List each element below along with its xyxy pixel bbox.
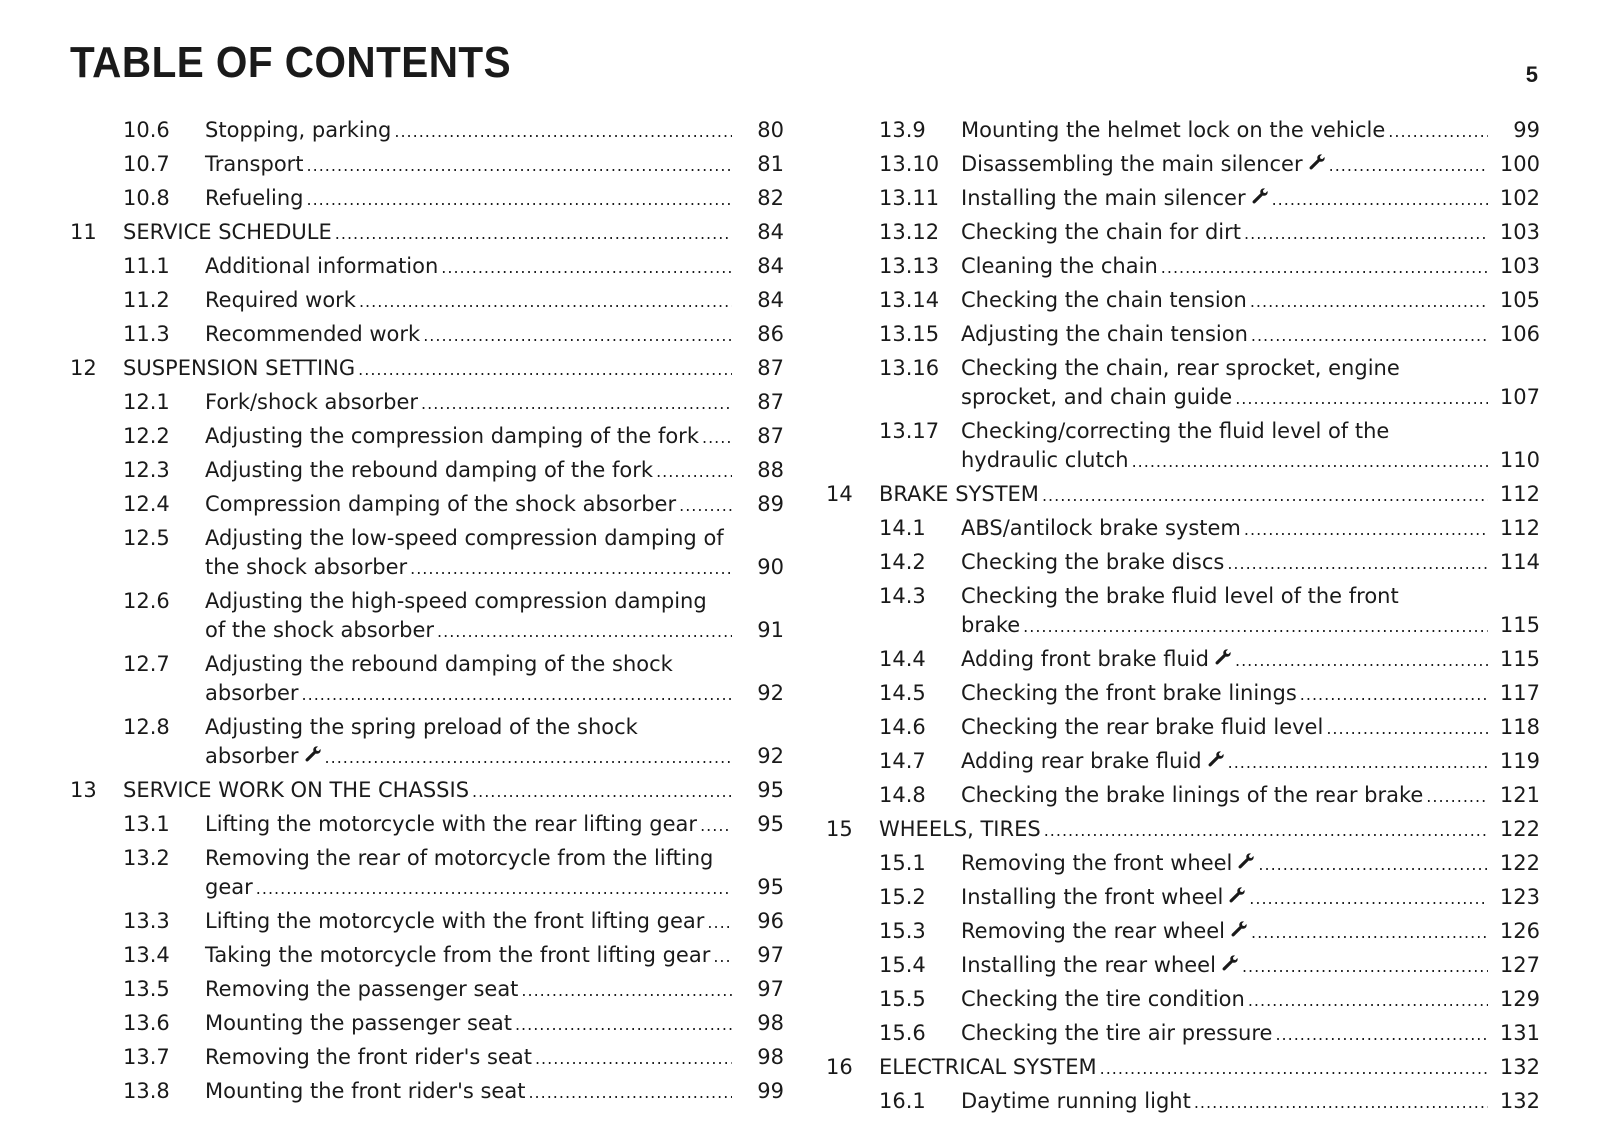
toc-section-entry[interactable]	[70, 713, 784, 772]
toc-entry-title: Checking the tire condition	[961, 987, 1245, 1011]
toc-entry-page: 88	[757, 458, 784, 482]
dot-leader	[1248, 986, 1488, 1015]
toc-entry-title: ELECTRICAL SYSTEM	[879, 1055, 1097, 1079]
toc-entry-number: 11.1	[123, 254, 170, 278]
toc-entry-number: 14.2	[879, 550, 926, 574]
toc-entry-title: Cleaning the chain	[961, 254, 1158, 278]
toc-entry-page: 97	[757, 943, 784, 967]
toc-section-entry[interactable]	[70, 116, 784, 146]
dot-leader	[335, 219, 732, 248]
dot-leader	[1100, 1054, 1488, 1083]
toc-entry-page: 107	[1499, 385, 1540, 409]
page-number: 5	[1525, 62, 1538, 87]
toc-entry-title: the shock absorber	[205, 555, 408, 579]
toc-entry-page: 87	[757, 424, 784, 448]
toc-entry-number: 13.11	[879, 186, 940, 210]
toc-entry-title: Mounting the passenger seat	[205, 1011, 512, 1035]
toc-section-entry[interactable]	[826, 781, 1540, 811]
dot-leader	[1161, 253, 1488, 282]
dot-leader	[1300, 680, 1488, 709]
dot-leader	[421, 389, 732, 418]
wrench-icon	[1228, 883, 1246, 901]
toc-entry-page: 90	[757, 555, 784, 579]
toc-entry-number: 14	[826, 482, 853, 506]
toc-entry-title: Checking the chain tension	[961, 288, 1247, 312]
dot-leader	[437, 617, 732, 646]
toc-section-entry[interactable]	[826, 951, 1540, 981]
toc-entry-page: 115	[1499, 613, 1540, 637]
toc-entry-title-line1: Checking the brake fluid level of the front	[961, 584, 1399, 608]
toc-entry-title: SERVICE WORK ON THE CHASSIS	[123, 778, 470, 802]
toc-section-entry[interactable]	[826, 514, 1540, 544]
dot-leader	[256, 874, 732, 903]
toc-entry-page: 84	[757, 220, 784, 244]
toc-entry-title: hydraulic clutch	[961, 448, 1129, 472]
toc-entry-title: Adding front brake fluid	[961, 647, 1209, 671]
toc-entry-page: 103	[1499, 220, 1540, 244]
toc-entry-page: 131	[1499, 1021, 1540, 1045]
toc-entry-title: Transport	[205, 152, 304, 176]
dot-leader	[1388, 117, 1488, 146]
toc-entry-page: 106	[1499, 322, 1540, 346]
toc-entry-number: 12.6	[123, 589, 170, 613]
toc-entry-title: Adding rear brake fluid	[961, 749, 1202, 773]
toc-entry-title: Compression damping of the shock absorber	[205, 492, 677, 516]
dot-leader	[394, 117, 732, 146]
toc-entry-title: Refueling	[205, 186, 304, 210]
toc-entry-title: gear	[205, 875, 253, 899]
toc-section-entry[interactable]	[826, 747, 1540, 777]
toc-section-entry[interactable]	[70, 1009, 784, 1039]
dot-leader	[521, 976, 732, 1005]
dot-leader	[472, 777, 732, 806]
toc-entry-number: 11	[70, 220, 97, 244]
toc-entry-number: 13.5	[123, 977, 170, 1001]
toc-section-entry[interactable]	[826, 645, 1540, 675]
toc-chapter-entry[interactable]	[70, 218, 784, 248]
toc-entry-title-line1: Adjusting the low-speed compression damping of	[205, 526, 724, 550]
dot-leader	[1250, 287, 1488, 316]
toc-entry-number: 14.3	[879, 584, 926, 608]
dot-leader	[410, 554, 732, 583]
toc-chapter-entry[interactable]	[826, 480, 1540, 510]
dot-leader	[1042, 481, 1488, 510]
dot-leader	[1251, 321, 1488, 350]
toc-entry-number: 15.2	[879, 885, 926, 909]
toc-section-entry[interactable]	[826, 548, 1540, 578]
dot-leader	[1258, 850, 1488, 879]
wrench-icon	[1237, 849, 1255, 867]
toc-entry-number: 12.1	[123, 390, 170, 414]
toc-entry-number: 12.2	[123, 424, 170, 448]
toc-section-entry[interactable]	[826, 184, 1540, 214]
toc-entry-number: 13.3	[123, 909, 170, 933]
toc-entry-title: sprocket, and chain guide	[961, 385, 1233, 409]
toc-entry-page: 96	[757, 909, 784, 933]
toc-entry-page: 132	[1499, 1055, 1540, 1079]
dot-leader	[1244, 219, 1488, 248]
dot-leader	[1244, 515, 1488, 544]
toc-entry-number: 13.1	[123, 812, 170, 836]
dot-leader	[441, 253, 732, 282]
toc-section-entry[interactable]	[70, 388, 784, 418]
toc-entry-page: 112	[1499, 516, 1540, 540]
toc-entry-title: Removing the front rider's seat	[205, 1045, 532, 1069]
toc-entry-page: 126	[1499, 919, 1540, 943]
toc-entry-number: 13.10	[879, 152, 940, 176]
toc-entry-page: 82	[757, 186, 784, 210]
toc-section-entry[interactable]	[826, 849, 1540, 879]
toc-entry-title-line1: Adjusting the spring preload of the shock	[205, 715, 638, 739]
toc-entry-page: 114	[1499, 550, 1540, 574]
toc-section-entry[interactable]	[70, 456, 784, 486]
toc-entry-number: 10.7	[123, 152, 170, 176]
toc-entry-title-line1: Removing the rear of motorcycle from the lifting	[205, 846, 714, 870]
toc-entry-number: 13.7	[123, 1045, 170, 1069]
toc-section-entry[interactable]	[70, 490, 784, 520]
toc-entry-number: 14.7	[879, 749, 926, 773]
toc-entry-page: 92	[757, 681, 784, 705]
toc-entry-page: 95	[757, 875, 784, 899]
toc-section-entry[interactable]	[826, 286, 1540, 316]
toc-entry-page: 117	[1499, 681, 1540, 705]
toc-chapter-entry[interactable]	[826, 1053, 1540, 1083]
toc-entry-page: 89	[757, 492, 784, 516]
toc-entry-number: 12.4	[123, 492, 170, 516]
toc-entry-number: 10.6	[123, 118, 170, 142]
dot-leader	[679, 491, 732, 520]
toc-entry-number: 14.6	[879, 715, 926, 739]
toc-entry-page: 84	[757, 254, 784, 278]
toc-entry-number: 14.4	[879, 647, 926, 671]
toc-entry-number: 13.13	[879, 254, 940, 278]
toc-entry-title: Installing the front wheel	[961, 885, 1224, 909]
toc-entry-title: BRAKE SYSTEM	[879, 482, 1039, 506]
toc-entry-page: 115	[1499, 647, 1540, 671]
toc-section-entry[interactable]	[70, 1043, 784, 1073]
toc-section-entry[interactable]	[70, 320, 784, 350]
toc-entry-title: Removing the front wheel	[961, 851, 1233, 875]
toc-entry-title: Checking the brake discs	[961, 550, 1225, 574]
toc-entry-title: WHEELS, TIRES	[879, 817, 1041, 841]
toc-entry-number: 13.6	[123, 1011, 170, 1035]
toc-section-entry[interactable]	[826, 917, 1540, 947]
dot-leader	[302, 680, 732, 709]
toc-entry-title: Additional information	[205, 254, 439, 278]
toc-entry-title: Recommended work	[205, 322, 421, 346]
toc-section-entry[interactable]	[826, 1087, 1540, 1117]
toc-entry-number: 12.5	[123, 526, 170, 550]
toc-entry-page: 99	[757, 1079, 784, 1103]
dot-leader	[1275, 1020, 1488, 1049]
toc-entry-number: 16.1	[879, 1089, 926, 1113]
toc-entry-page: 105	[1499, 288, 1540, 312]
toc-section-entry[interactable]	[826, 417, 1540, 476]
dot-leader	[528, 1078, 732, 1107]
toc-section-entry[interactable]	[70, 975, 784, 1005]
toc-entry-page: 127	[1499, 953, 1540, 977]
dot-leader	[423, 321, 732, 350]
toc-entry-page: 123	[1499, 885, 1540, 909]
toc-section-entry[interactable]	[826, 354, 1540, 413]
toc-entry-page: 86	[757, 322, 784, 346]
toc-section-entry[interactable]	[826, 883, 1540, 913]
toc-entry-title: absorber	[205, 744, 299, 768]
toc-entry-number: 14.8	[879, 783, 926, 807]
toc-entry-page: 119	[1499, 749, 1540, 773]
toc-entry-page: 100	[1499, 152, 1540, 176]
toc-section-entry[interactable]	[70, 941, 784, 971]
toc-entry-title: Lifting the motorcycle with the rear lifting gear	[205, 812, 698, 836]
toc-entry-number: 14.5	[879, 681, 926, 705]
toc-entry-page: 121	[1499, 783, 1540, 807]
dot-leader	[1235, 384, 1488, 413]
toc-entry-page: 80	[757, 118, 784, 142]
toc-entry-title: Lifting the motorcycle with the front lifting gear	[205, 909, 705, 933]
toc-entry-number: 15.5	[879, 987, 926, 1011]
toc-entry-page: 87	[757, 390, 784, 414]
toc-entry-number: 15.6	[879, 1021, 926, 1045]
toc-entry-title-line1: Adjusting the rebound damping of the shock	[205, 652, 673, 676]
toc-entry-page: 118	[1499, 715, 1540, 739]
toc-entry-title: ABS/antilock brake system	[961, 516, 1241, 540]
toc-section-entry[interactable]	[70, 184, 784, 214]
toc-section-entry[interactable]	[70, 587, 784, 646]
dot-leader	[1426, 782, 1488, 811]
toc-entry-number: 10.8	[123, 186, 170, 210]
dot-leader	[1194, 1088, 1488, 1117]
toc-section-entry[interactable]	[70, 907, 784, 937]
toc-entry-page: 87	[757, 356, 784, 380]
toc-entry-number: 13.2	[123, 846, 170, 870]
wrench-icon	[1207, 747, 1225, 765]
toc-entry-number: 15.1	[879, 851, 926, 875]
toc-section-entry[interactable]	[826, 150, 1540, 180]
toc-entry-number: 15.4	[879, 953, 926, 977]
dot-leader	[1228, 748, 1488, 777]
toc-entry-title: Mounting the front rider's seat	[205, 1079, 526, 1103]
toc-entry-page: 122	[1499, 817, 1540, 841]
toc-entry-title: Checking the chain for dirt	[961, 220, 1242, 244]
toc-entry-title: Checking the front brake linings	[961, 681, 1297, 705]
dot-leader	[307, 151, 732, 180]
toc-entry-number: 13.12	[879, 220, 940, 244]
toc-entry-number: 11.2	[123, 288, 170, 312]
toc-entry-number: 13.4	[123, 943, 170, 967]
dot-leader	[1242, 952, 1488, 981]
toc-entry-page: 112	[1499, 482, 1540, 506]
wrench-icon	[1251, 184, 1269, 202]
dot-leader	[1251, 918, 1488, 947]
page-title: TABLE OF CONTENTS	[70, 38, 512, 87]
toc-entry-page: 91	[757, 618, 784, 642]
toc-entry-number: 11.3	[123, 322, 170, 346]
toc-left-column	[70, 116, 784, 1111]
wrench-icon	[304, 742, 322, 760]
toc-section-entry[interactable]	[826, 679, 1540, 709]
toc-section-entry[interactable]	[70, 524, 784, 583]
toc-entry-title: Adjusting the rebound damping of the fork	[205, 458, 654, 482]
toc-section-entry[interactable]	[70, 150, 784, 180]
toc-entry-title: SERVICE SCHEDULE	[123, 220, 332, 244]
toc-section-entry[interactable]	[70, 650, 784, 709]
toc-entry-title-line1: Checking/correcting the fluid level of the	[961, 419, 1390, 443]
toc-entry-number: 16	[826, 1055, 853, 1079]
dot-leader	[1023, 612, 1488, 641]
dot-leader	[1044, 816, 1488, 845]
toc-entry-number: 15.3	[879, 919, 926, 943]
dot-leader	[1326, 714, 1488, 743]
dot-leader	[1132, 447, 1488, 476]
toc-entry-page: 103	[1499, 254, 1540, 278]
toc-entry-number: 12.3	[123, 458, 170, 482]
toc-entry-page: 122	[1499, 851, 1540, 875]
dot-leader	[325, 743, 732, 772]
toc-entry-title: Fork/shock absorber	[205, 390, 419, 414]
dot-leader	[707, 908, 732, 937]
toc-entry-number: 13.16	[879, 356, 940, 380]
toc-entry-page: 95	[757, 778, 784, 802]
dot-leader	[656, 457, 732, 486]
dot-leader	[702, 423, 732, 452]
toc-entry-number: 14.1	[879, 516, 926, 540]
toc-entry-title: Required work	[205, 288, 356, 312]
toc-entry-title: Adjusting the compression damping of the fork	[205, 424, 699, 448]
dot-leader	[1272, 185, 1488, 214]
wrench-icon	[1214, 645, 1232, 663]
dot-leader	[359, 287, 732, 316]
toc-entry-number: 13.8	[123, 1079, 170, 1103]
toc-entry-title: Checking the brake linings of the rear brake	[961, 783, 1424, 807]
toc-entry-page: 81	[757, 152, 784, 176]
toc-section-entry[interactable]	[70, 1077, 784, 1107]
dot-leader	[1249, 884, 1488, 913]
toc-entry-number: 12	[70, 356, 97, 380]
toc-entry-number: 13.14	[879, 288, 940, 312]
toc-entry-page: 132	[1499, 1089, 1540, 1113]
toc-chapter-entry[interactable]	[826, 815, 1540, 845]
toc-entry-title: brake	[961, 613, 1021, 637]
toc-entry-page: 110	[1499, 448, 1540, 472]
toc-chapter-entry[interactable]	[70, 776, 784, 806]
toc-entry-title: Checking the rear brake fluid level	[961, 715, 1324, 739]
toc-section-entry[interactable]	[70, 422, 784, 452]
toc-entry-number: 13.9	[879, 118, 926, 142]
toc-entry-title: Removing the rear wheel	[961, 919, 1226, 943]
toc-entry-title: Daytime running light	[961, 1089, 1191, 1113]
wrench-icon	[1230, 917, 1248, 935]
dot-leader	[535, 1044, 732, 1073]
toc-entry-title: Removing the passenger seat	[205, 977, 519, 1001]
toc-section-entry[interactable]	[70, 286, 784, 316]
toc-entry-number: 13.17	[879, 419, 940, 443]
toc-entry-page: 102	[1499, 186, 1540, 210]
dot-leader	[700, 811, 732, 840]
dot-leader	[713, 942, 732, 971]
toc-section-entry[interactable]	[826, 582, 1540, 641]
toc-section-entry[interactable]	[70, 844, 784, 903]
dot-leader	[307, 185, 733, 214]
toc-entry-title: Mounting the helmet lock on the vehicle	[961, 118, 1386, 142]
toc-entry-number: 12.8	[123, 715, 170, 739]
toc-entry-title: Taking the motorcycle from the front lifting gear	[205, 943, 711, 967]
toc-entry-page: 92	[757, 744, 784, 768]
toc-entry-number: 15	[826, 817, 853, 841]
toc-entry-title-line1: Checking the chain, rear sprocket, engine	[961, 356, 1400, 380]
toc-section-entry[interactable]	[826, 713, 1540, 743]
toc-entry-page: 97	[757, 977, 784, 1001]
toc-entry-title-line1: Adjusting the high-speed compression damping	[205, 589, 707, 613]
toc-entry-title: Installing the rear wheel	[961, 953, 1216, 977]
wrench-icon	[1308, 150, 1326, 168]
toc-section-entry[interactable]	[70, 810, 784, 840]
toc-entry-number: 13	[70, 778, 97, 802]
toc-section-entry[interactable]	[70, 252, 784, 282]
dot-leader	[1235, 646, 1488, 675]
toc-entry-number: 13.15	[879, 322, 940, 346]
dot-leader	[358, 355, 732, 384]
toc-entry-title: Checking the tire air pressure	[961, 1021, 1273, 1045]
toc-section-entry[interactable]	[826, 985, 1540, 1015]
dot-leader	[1227, 549, 1488, 578]
toc-entry-title: Adjusting the chain tension	[961, 322, 1248, 346]
wrench-icon	[1221, 951, 1239, 969]
toc-section-entry[interactable]	[826, 252, 1540, 282]
toc-entry-title: absorber	[205, 681, 299, 705]
toc-section-entry[interactable]	[826, 218, 1540, 248]
toc-section-entry[interactable]	[826, 116, 1540, 146]
toc-entry-title: Stopping, parking	[205, 118, 392, 142]
toc-entry-page: 129	[1499, 987, 1540, 1011]
toc-entry-page: 99	[1513, 118, 1540, 142]
dot-leader	[1329, 151, 1488, 180]
toc-section-entry[interactable]	[826, 320, 1540, 350]
toc-entry-title: SUSPENSION SETTING	[123, 356, 356, 380]
toc-entry-title: Disassembling the main silencer	[961, 152, 1303, 176]
toc-entry-page: 98	[757, 1011, 784, 1035]
toc-entry-page: 95	[757, 812, 784, 836]
toc-right-column	[826, 116, 1540, 1121]
toc-entry-page: 98	[757, 1045, 784, 1069]
toc-entry-title: Installing the main silencer	[961, 186, 1246, 210]
toc-chapter-entry[interactable]	[70, 354, 784, 384]
dot-leader	[515, 1010, 732, 1039]
toc-entry-title: of the shock absorber	[205, 618, 435, 642]
toc-entry-page: 84	[757, 288, 784, 312]
toc-entry-number: 12.7	[123, 652, 170, 676]
toc-section-entry[interactable]	[826, 1019, 1540, 1049]
